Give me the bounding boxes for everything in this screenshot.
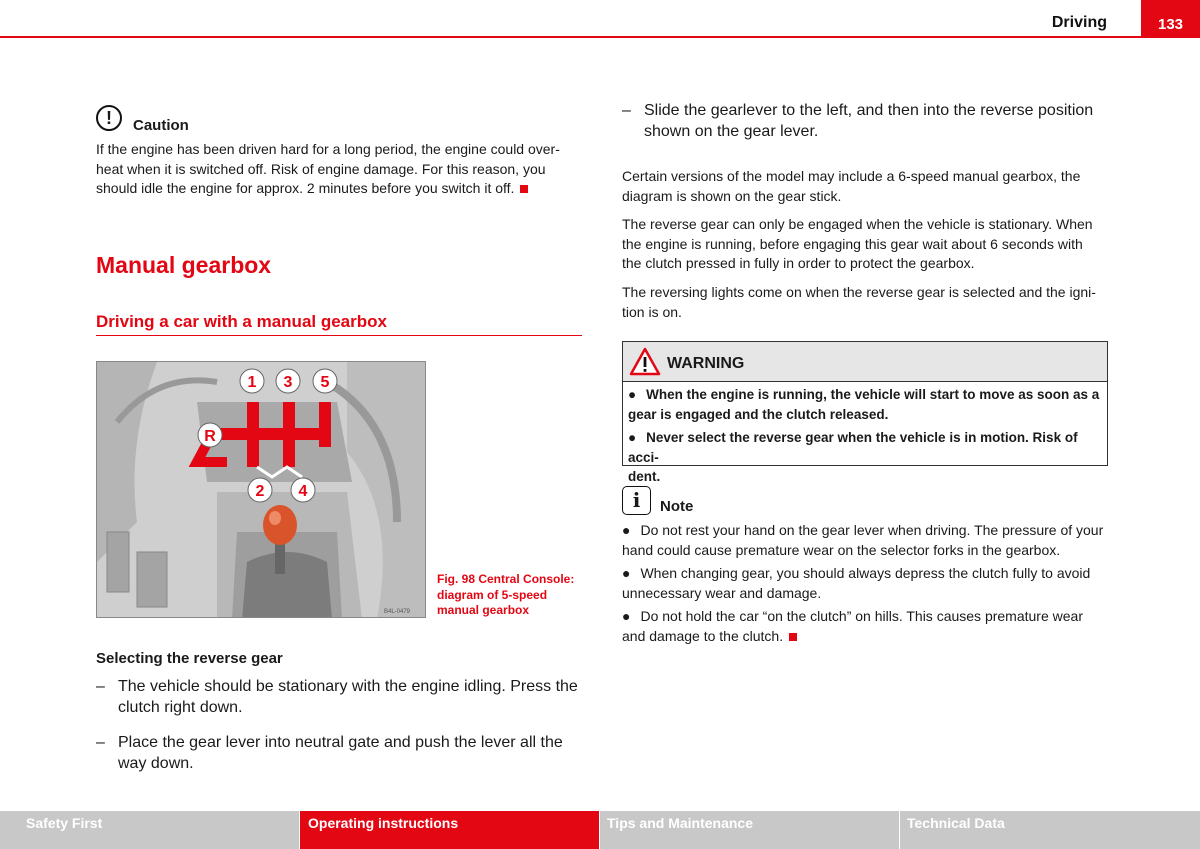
page-number: 133	[1141, 0, 1200, 38]
gearbox-illustration	[97, 362, 426, 618]
caution-line: heat when it is switched off. Risk of engine damage. For this reason, you	[96, 160, 546, 177]
step-line: shown on the gear lever.	[644, 123, 819, 140]
warning-line: Never select the reverse gear when the vehicle is in motion. Risk of acci-	[628, 430, 1078, 465]
warning-title: WARNING	[667, 355, 745, 372]
header-rule	[0, 36, 1200, 38]
chapter-heading: Manual gearbox	[96, 252, 272, 278]
note-line: Do not hold the car “on the clutch” on hills. This causes premature wear	[640, 608, 1083, 624]
caution-icon: !	[96, 105, 122, 131]
gearbox-figure	[96, 361, 426, 618]
footer-tab-operating-instructions[interactable]: Operating instructions	[300, 811, 599, 849]
paragraph-line: The reversing lights come on when the reverse gear is selected and the igni-	[622, 284, 1096, 300]
caption-line: diagram of 5-speed	[437, 587, 548, 602]
reverse-step	[96, 676, 586, 720]
note-line: unnecessary wear and damage.	[622, 584, 822, 601]
warning-line: gear is engaged and the clutch released.	[628, 406, 889, 422]
gear-3-label: 3	[283, 374, 293, 391]
bullet-icon: ●	[628, 430, 637, 445]
warning-header	[623, 342, 1107, 382]
paragraph-line: the engine is running, before engaging this gear wait about 6 seconds with	[622, 235, 1083, 252]
reverse-step	[96, 732, 586, 776]
gear-5-label: 5	[320, 374, 330, 391]
step-line: clutch right down.	[118, 699, 243, 716]
section-heading: Driving a car with a manual gearbox	[96, 312, 387, 331]
warning-item	[628, 385, 1104, 424]
end-marker-icon	[789, 633, 797, 641]
paragraph-line: tion is on.	[622, 303, 682, 320]
note-line: When changing gear, you should always depress the clutch fully to avoid	[640, 565, 1091, 581]
body-paragraph	[622, 283, 1112, 322]
gear-r-label: R	[204, 428, 216, 445]
note-line: hand could cause premature wear on the selector forks in the gearbox.	[622, 541, 1061, 558]
paragraph-line: the clutch pressed in fully in order to protect the gearbox.	[622, 255, 975, 271]
paragraph-line: The reverse gear can only be engaged when the vehicle is stationary. When	[622, 216, 1093, 232]
bullet-icon: ●	[628, 387, 637, 402]
note-line: Do not rest your hand on the gear lever when driving. The pressure of your	[640, 522, 1104, 538]
note-icon: i	[622, 486, 651, 515]
warning-triangle-icon	[629, 347, 661, 376]
figure-code: B4L-0479	[383, 609, 411, 615]
footer-nav	[0, 811, 1200, 849]
dash-marker: –	[96, 678, 105, 695]
note-line: and damage to the clutch.	[622, 627, 784, 644]
footer-tab-technical-data[interactable]: Technical Data	[900, 811, 1200, 849]
dash-marker: –	[622, 102, 631, 119]
footer-tab-safety-first[interactable]: Safety First	[0, 811, 299, 849]
caution-line: should idle the engine for approx. 2 minutes before you switch it off.	[96, 179, 586, 199]
reverse-gear-subheading: Selecting the reverse gear	[96, 650, 283, 667]
warning-box	[622, 341, 1108, 484]
step-line: Place the gear lever into neutral gate and push the lever all the	[118, 734, 563, 751]
caption-line: Fig. 98 Central Console:	[437, 572, 575, 586]
caution-text	[96, 140, 586, 199]
caption-line: manual gearbox	[437, 603, 530, 617]
body-paragraph	[622, 167, 1112, 206]
step-line: way down.	[118, 755, 194, 772]
caution-title: Caution	[133, 117, 189, 134]
caution-line: If the engine has been driven hard for a long period, the engine could over-	[96, 141, 560, 157]
note-item	[622, 607, 1108, 646]
note-title: Note	[660, 498, 694, 515]
paragraph-line: Certain versions of the model may include a 6-speed manual gearbox, the	[622, 168, 1081, 184]
gear-1-label: 1	[247, 374, 257, 391]
section-title: Driving	[1051, 14, 1107, 31]
warning-line: dent.	[628, 469, 661, 484]
reverse-step	[622, 100, 1112, 144]
footer-tab-tips-and-maintenance[interactable]: Tips and Maintenance	[600, 811, 899, 849]
step-line: Slide the gearlever to the left, and then into the reverse position	[644, 102, 1094, 119]
note-item	[622, 521, 1108, 560]
note-item	[622, 564, 1108, 603]
warning-line: When the engine is running, the vehicle will start to move as soon as a	[646, 387, 1100, 402]
bullet-icon: ●	[622, 565, 631, 581]
bullet-icon: ●	[622, 522, 631, 538]
gear-4-label: 4	[298, 483, 308, 500]
paragraph-line: diagram is shown on the gear stick.	[622, 187, 842, 204]
section-rule	[96, 335, 582, 336]
warning-item	[628, 428, 1104, 487]
bullet-icon: ●	[622, 608, 631, 624]
step-line: The vehicle should be stationary with the engine idling. Press the	[118, 678, 578, 695]
gear-2-label: 2	[255, 483, 265, 500]
figure-caption	[437, 572, 587, 619]
end-marker-icon	[520, 185, 528, 193]
body-paragraph	[622, 215, 1112, 274]
dash-marker: –	[96, 734, 105, 751]
